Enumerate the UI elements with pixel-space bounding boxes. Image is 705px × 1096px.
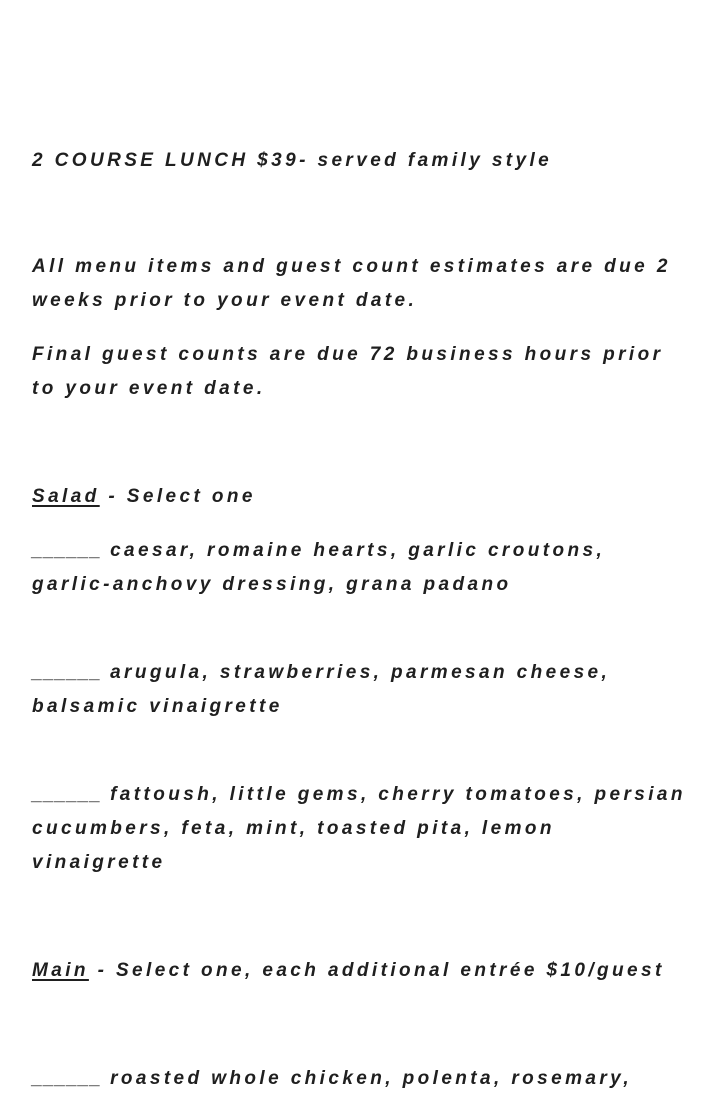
selection-blank: ______ <box>32 1068 102 1089</box>
main-option-text: roasted whole chicken, polenta, rosemary, <box>101 1068 633 1089</box>
deadline-note: All menu items and guest count estimates are due 2 weeks prior to your event date. <box>32 256 671 311</box>
salad-option-caesar <box>32 534 692 602</box>
selection-blank: ______ <box>32 784 102 805</box>
menu-heading <box>32 144 692 178</box>
main-section-header <box>32 954 692 988</box>
heading-style: - served family style <box>299 150 553 171</box>
main-title: Main <box>32 960 89 981</box>
salad-section-header <box>32 480 692 514</box>
salad-option-text: fattoush, little gems, cherry tomatoes, persian cucumbers, feta, mint, toasted pita, lemon vinaigrette <box>32 784 686 873</box>
selection-blank: ______ <box>32 662 102 683</box>
final-count-note: Final guest counts are due 72 business hours prior to your event date. <box>32 344 664 399</box>
selection-blank: ______ <box>32 540 102 561</box>
salad-option-fattoush <box>32 778 692 880</box>
salad-title: Salad <box>32 486 100 507</box>
salad-option-text: arugula, strawberries, parmesan cheese, balsamic vinaigrette <box>32 662 611 717</box>
main-option-chicken <box>32 1062 692 1096</box>
main-subtitle: - Select one, each additional entrée $10/guest <box>88 960 665 981</box>
salad-subtitle: - Select one <box>99 486 256 507</box>
salad-option-arugula <box>32 656 692 724</box>
heading-price: 2 COURSE LUNCH $39 <box>32 150 300 171</box>
salad-option-text: caesar, romaine hearts, garlic croutons, garlic-anchovy dressing, grana padano <box>32 540 606 595</box>
